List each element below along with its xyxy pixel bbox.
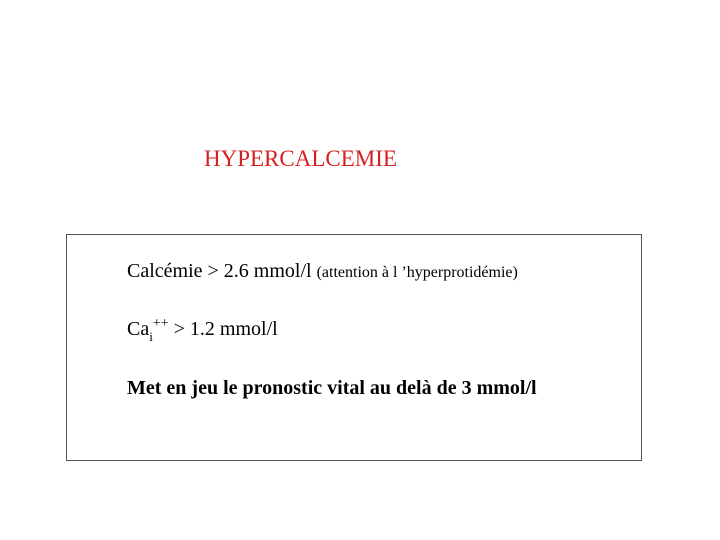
ionized-calcium-subscript: i bbox=[149, 329, 153, 344]
vital-prognosis-line: Met en jeu le pronostic vital au delà de 3 mmol/l bbox=[127, 377, 537, 399]
hyperprotidemie-note: (attention à l ’hyperprotidémie) bbox=[316, 264, 518, 281]
ionized-calcium-line bbox=[127, 315, 278, 346]
content-box bbox=[66, 234, 642, 461]
calcemie-threshold-line bbox=[127, 257, 518, 287]
ionized-calcium-symbol: Ca bbox=[127, 318, 150, 340]
ionized-calcium-threshold: > 1.2 mmol/l bbox=[173, 318, 278, 340]
calcemie-threshold-text: Calcémie > 2.6 mmol/l bbox=[127, 260, 312, 282]
slide-title: HYPERCALCEMIE bbox=[204, 146, 397, 171]
ionized-calcium-charge: ++ bbox=[152, 316, 169, 331]
